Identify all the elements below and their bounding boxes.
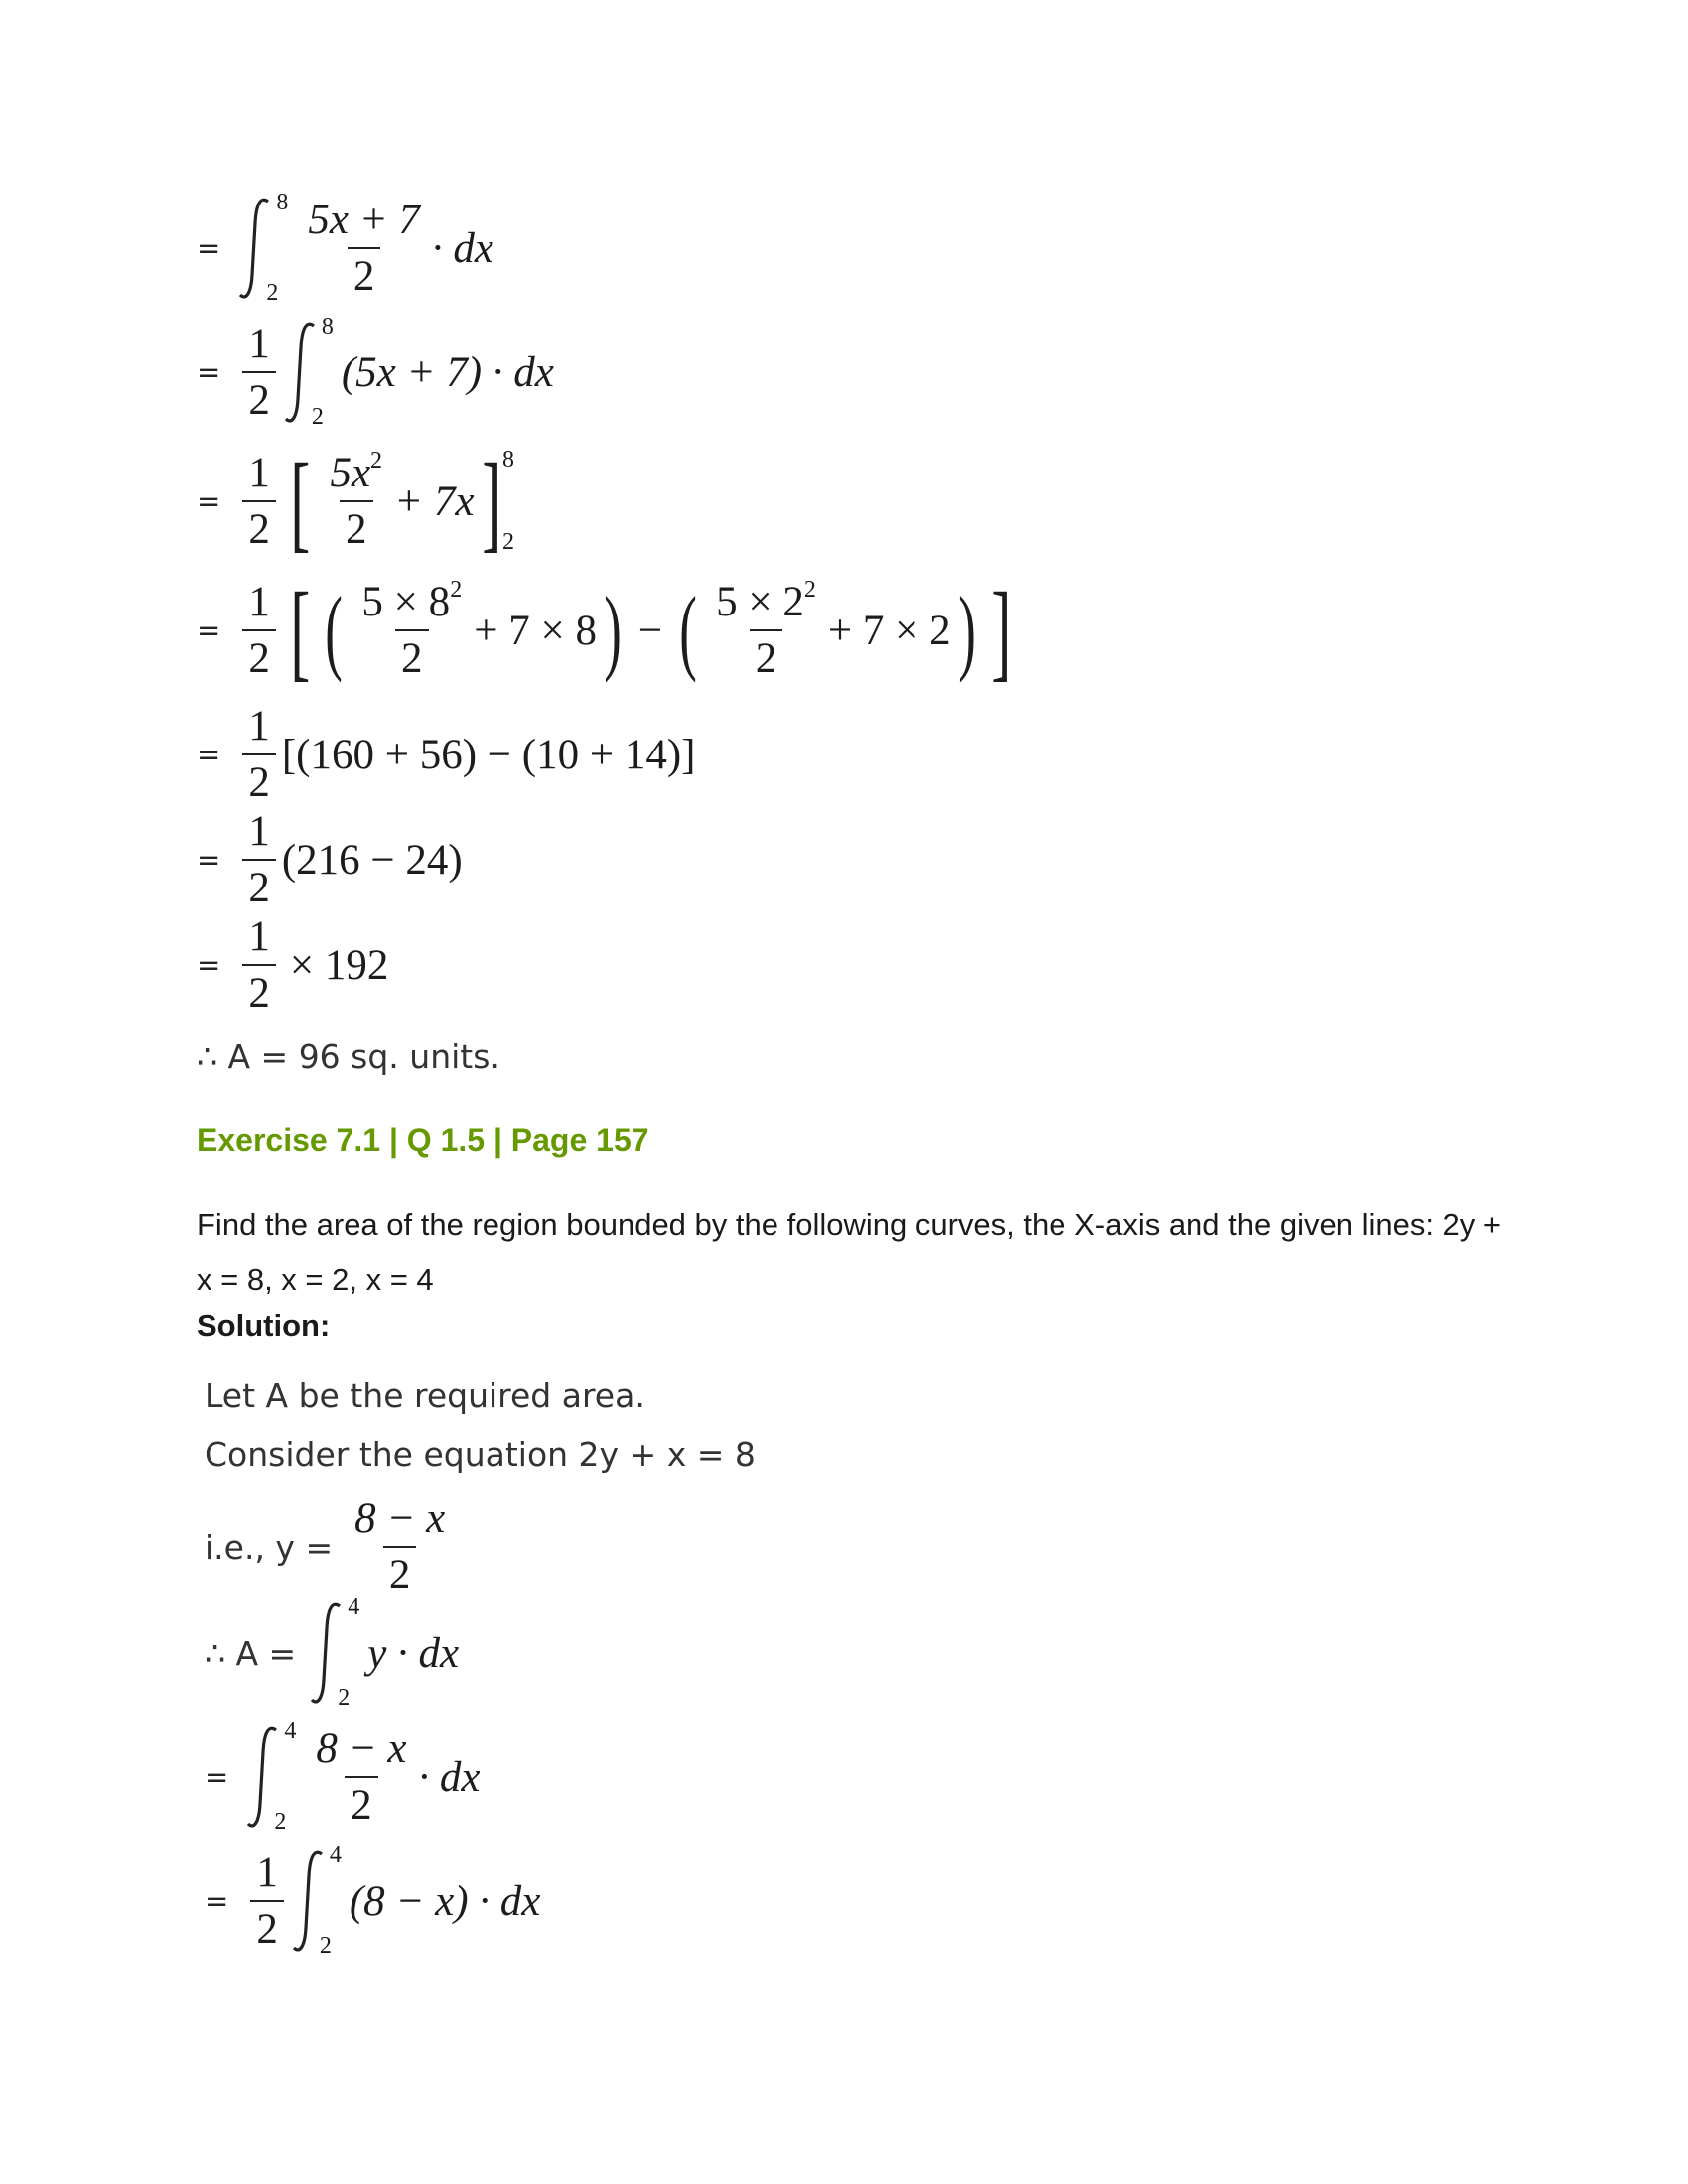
area-integral: ∴ A = 4 2 y · dx [205, 1594, 460, 1710]
half-fraction: $\frac{1}{2}$ [242, 581, 276, 680]
half-fraction: $\frac{1}{2}$ [242, 452, 276, 551]
solution-line-2: Consider the equation 2y + x = 8 [205, 1435, 756, 1474]
half-fraction: $\frac{1}{2}$ [242, 810, 276, 909]
solution-line-1: Let A be the required area. [205, 1376, 645, 1415]
conclusion-text: ∴ A = 96 sq. units. [197, 1037, 500, 1076]
sol-step-2: = $\frac{1}{2}$ 4 2 (8 − x) · dx [205, 1843, 541, 1959]
integral-sign: 8 2 [282, 318, 334, 427]
fraction: $\frac{8 - x}{2}$ [354, 1495, 446, 1598]
fraction: $\frac{5x + 7}{2}$ [308, 197, 420, 300]
sol-step-1: = 4 2 $\frac{8 - x}{2}$ · dx [205, 1718, 481, 1835]
eq-step-1: = 8 2 $\frac{5x + 7}{2}$ · dx [197, 190, 494, 306]
eq-step-3: = $\frac{1}{2}$ [ $\frac{5x^2}{2}$ + 7x ] 8 2 [197, 441, 515, 562]
integral-sign: 4 2 [244, 1722, 296, 1832]
half-fraction: $\frac{1}{2}$ [242, 705, 276, 804]
right-bracket: ] [482, 441, 502, 562]
eq-step-4: = $\frac{1}{2}$ [ ( $\frac{5 \times 8^2}{2}$ + 7 × 8 ) − ( $\frac{5 \times 2^2}{2}$ + 7 × 2 ) ] [197, 570, 1012, 691]
integral-sign: 4 2 [308, 1598, 359, 1707]
fraction: $\frac{5 \times 2^2}{2}$ [716, 576, 816, 682]
equals-sign: = [197, 231, 221, 265]
left-bracket: [ [290, 441, 311, 562]
integral-sign: 8 2 [236, 194, 288, 303]
half-fraction: $\frac{1}{2}$ [242, 323, 276, 422]
fraction: $\frac{8 - x}{2}$ [316, 1725, 407, 1829]
question-text: Find the area of the region bounded by the following curves, the X-axis and the given lines: 2y + x = 8, x = 2, x = 4 [197, 1207, 1502, 1297]
exercise-heading: Exercise 7.1 | Q 1.5 | Page 157 [197, 1122, 649, 1158]
eq-step-6: = $\frac{1}{2}$ (216 − 24) [197, 808, 463, 911]
fraction: $\frac{5x^2}{2}$ [330, 447, 383, 553]
half-fraction: $\frac{1}{2}$ [250, 1851, 284, 1951]
ie-equation: i.e., y = $\frac{8 - x}{2}$ [205, 1497, 457, 1596]
integral-sign: 4 2 [290, 1846, 342, 1956]
eq-step-2: = $\frac{1}{2}$ 8 2 (5x + 7) · dx [197, 314, 554, 430]
eq-step-5: = $\frac{1}{2}$ [(160 + 56) − (10 + 14)] [197, 703, 696, 806]
limits: 8 2 [502, 447, 515, 555]
eq-step-7: = $\frac{1}{2}$ × 192 [197, 913, 389, 1017]
solution-label: Solution: [197, 1308, 331, 1343]
half-fraction: $\frac{1}{2}$ [242, 915, 276, 1015]
fraction: $\frac{5 \times 8^2}{2}$ [361, 576, 463, 682]
